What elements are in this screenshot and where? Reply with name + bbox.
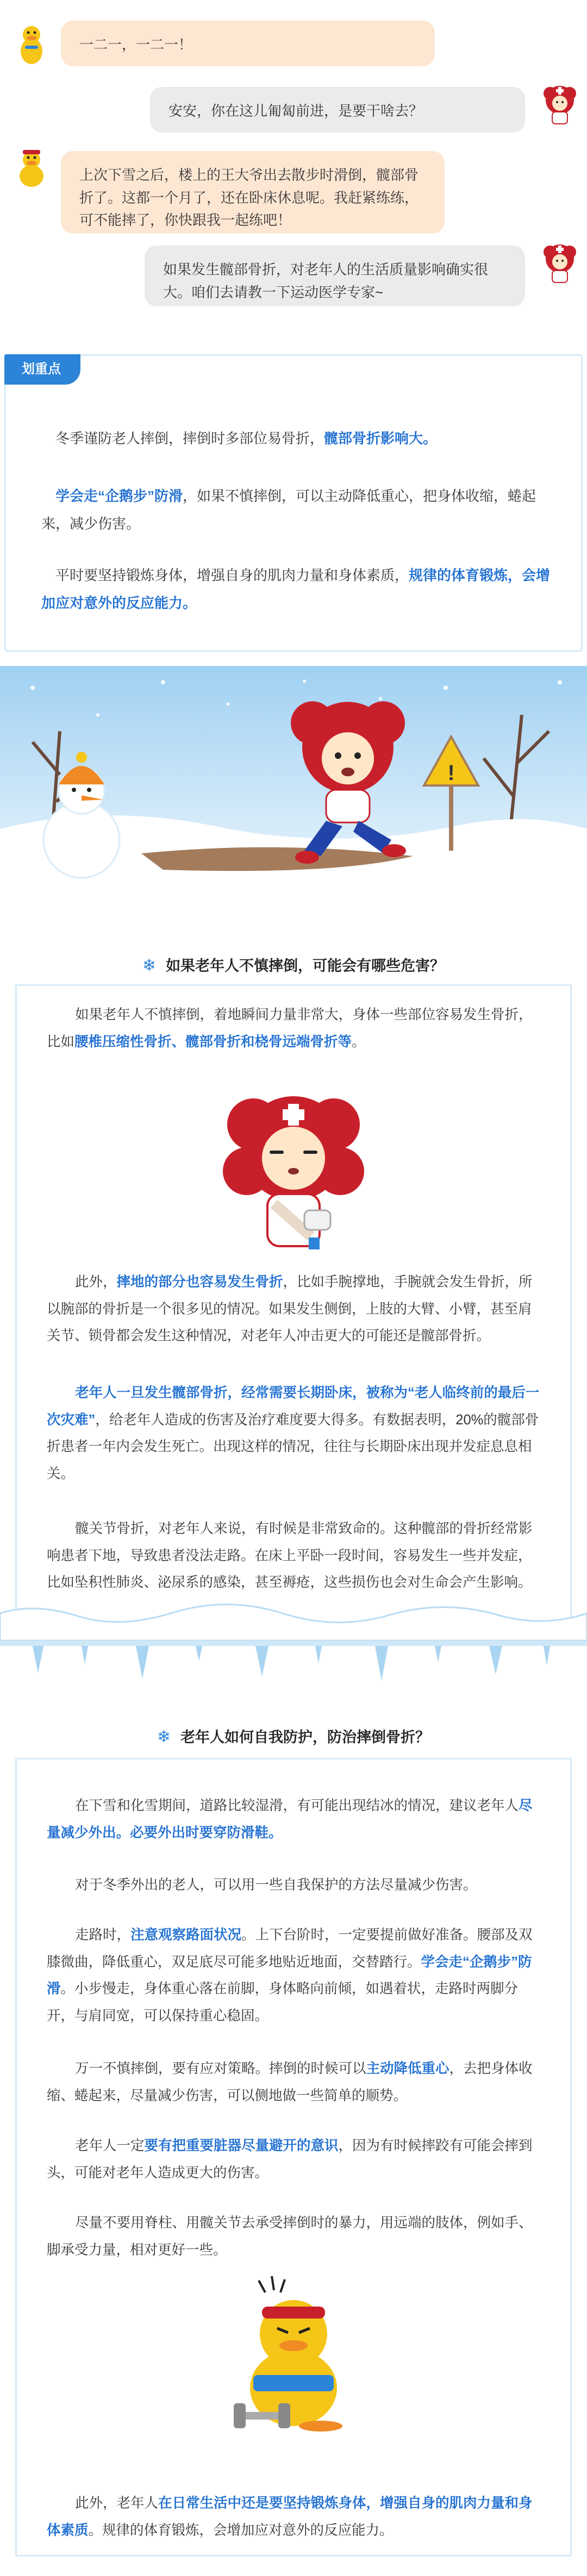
highlight-emphasis: 规律的体育锻炼，会增加应对意外的反应能力。 bbox=[41, 567, 551, 611]
section-2-emphasis: 注意观察路面状况 bbox=[130, 1927, 242, 1943]
chat-bubble-4: 如果发生髋部骨折，对老年人的生活质量影响确实很大。咱们去请教一下运动医学专家~ bbox=[145, 246, 525, 306]
section-2-text: 此外，老年人 bbox=[75, 2496, 159, 2511]
section-1-text: 。 bbox=[352, 1034, 366, 1050]
snowflake-icon: ❄ bbox=[157, 1728, 171, 1746]
section-2-text: 尽量不要用脊柱、用髋关节去承受摔倒时的暴力，用远端的肢体，例如手、脚承受力量，相对更好一些。 bbox=[47, 2215, 533, 2258]
highlight-para-2 bbox=[41, 482, 552, 537]
chat-bubble-2: 安安，你在这儿匍匐前进，是要干啥去？ bbox=[150, 87, 525, 133]
section-2-emphasis: 在日常生活中还是要坚持锻炼身体，增强自身的肌肉力量和身体素质 bbox=[47, 2496, 533, 2538]
section-2-text: 走路时， bbox=[75, 1927, 131, 1943]
section-2-heading bbox=[0, 1723, 587, 1752]
highlight-text: 冬季谨防老人摔倒，摔倒时多部位易骨折， bbox=[55, 430, 324, 447]
section-2-para-7 bbox=[47, 2490, 541, 2544]
highlight-card bbox=[4, 354, 583, 652]
section-2-para-4 bbox=[47, 2056, 541, 2109]
chat-conversation bbox=[0, 0, 587, 330]
section-2-text: 对于冬季外出的老人，可以用一些自我保护的方法尽量减少伤害。 bbox=[75, 1877, 477, 1893]
section-2-text: 在下雪和化雪期间，道路比较湿滑，有可能出现结冰的情况，建议老年人 bbox=[75, 1798, 519, 1813]
section-2-emphasis: 主动降低重心 bbox=[366, 2061, 449, 2076]
chat-bubble-1: 一二一，一二一！ bbox=[61, 21, 435, 66]
section-2-emphasis: 学会走“企鹅步”防滑 bbox=[47, 1954, 532, 1997]
section-2-para-1 bbox=[47, 1793, 541, 1846]
snowflake-icon: ❄ bbox=[142, 957, 157, 975]
section-2-emphasis: 尽量减少外出。必要外出时要穿防滑鞋。 bbox=[47, 1798, 533, 1840]
highlight-card-tab: 划重点 bbox=[4, 354, 80, 385]
section-1-para-1 bbox=[47, 1002, 541, 1055]
section-1-text: 如果老年人不慎摔倒，着地瞬间力量非常大，身体一些部位容易发生骨折，比如 bbox=[47, 1007, 533, 1050]
section-2-para-3 bbox=[47, 1922, 541, 2030]
section-2-text: 。规律的体育锻炼，会增加应对意外的反应能力。 bbox=[88, 2522, 394, 2538]
section-1-emphasis: 摔地的部分也容易发生骨折 bbox=[116, 1274, 283, 1290]
duck-mascot-icon bbox=[12, 23, 51, 66]
section-2-text: ，因为有时候摔跤有可能会摔到头，可能对老年人造成更大的伤害。 bbox=[47, 2138, 533, 2181]
exercising-duck-illustration bbox=[217, 2269, 370, 2432]
section-2-emphasis: 要有把重要脏器尽量避开的意识 bbox=[144, 2138, 339, 2153]
section-1-text: 此外， bbox=[75, 1274, 117, 1290]
section-1-text: ，比如手腕撑地，手腕就会发生骨折，所以腕部的骨折是一个很多见的情况。如果发生侧倒，上肢的大臂、小臂，甚至肩关节、锁骨都会发生这种情况，对老年人冲击更大的可能还是髋部骨折。 bbox=[47, 1274, 533, 1344]
injured-mascot-illustration bbox=[209, 1090, 378, 1253]
section-2-para-5 bbox=[47, 2133, 541, 2187]
section-1-emphasis: 老年人一旦发生髋部骨折，经常需要长期卧床，被称为“老人临终前的最后一次灾难” bbox=[47, 1385, 540, 1428]
ice-divider bbox=[0, 1592, 587, 1689]
section-1-para-2 bbox=[47, 1269, 541, 1350]
highlight-text: 平时要坚持锻炼身体，增强自身的肌肉力量和身体素质， bbox=[55, 567, 409, 583]
section-2-text: 老年人一定 bbox=[75, 2138, 145, 2153]
svg-text:!: ! bbox=[447, 761, 455, 785]
section-1-heading-text: 如果老年人不慎摔倒，可能会有哪些危害？ bbox=[166, 958, 445, 974]
section-2-heading-text: 老年人如何自我防护，防治摔倒骨折？ bbox=[180, 1729, 430, 1745]
section-2-para-2 bbox=[47, 1872, 541, 1899]
highlight-emphasis: 髋部骨折影响大。 bbox=[324, 430, 438, 447]
section-1-text: 髋关节骨折，对老年人来说，有时候是非常致命的。这种髋部的骨折经常影响患者下地，导致患者没法走路。在床上平卧一段时间，容易发生一些并发症，比如坠积性肺炎、泌尿系的感染，甚至褥疮，这些损伤也会对生命会产生影响。 bbox=[47, 1521, 533, 1591]
section-1-emphasis: 腰椎压缩性骨折、髋部骨折和桡骨远端骨折等 bbox=[74, 1034, 352, 1050]
chat-bubble-3: 上次下雪之后，楼上的王大爷出去散步时滑倒，髋部骨折了。这都一个月了，还在卧床休息呢。我赶紧练练，可不能摔了，你快跟我一起练吧！ bbox=[61, 151, 445, 234]
highlight-para-1 bbox=[41, 425, 552, 453]
section-1-heading bbox=[0, 952, 587, 981]
duck-mascot-icon bbox=[12, 147, 51, 190]
section-2-text: 。小步慢走，身体重心落在前脚，身体略向前倾，如遇着状，走路时两脚分开，与肩同宽，可以保持重心稳固。 bbox=[47, 1981, 519, 2024]
section-2-text: ，去把身体收缩、蜷起来，尽量减少伤害，可以侧地做一些简单的顺势。 bbox=[47, 2061, 533, 2103]
flower-doctor-mascot-icon bbox=[540, 84, 579, 127]
highlight-emphasis: 学会走“企鹅步”防滑 bbox=[55, 488, 183, 504]
section-1-text: ，给老年人造成的伤害及治疗难度要大得多。有数据表明，20%的髋部骨折患者一年内会发生死亡。出现这样的情况，往往与长期卧床出现并发症息息相关。 bbox=[47, 1412, 539, 1482]
section-1-para-4 bbox=[47, 1516, 541, 1597]
highlight-para-3 bbox=[41, 562, 552, 617]
section-1-para-3 bbox=[47, 1380, 541, 1488]
snow-slip-illustration bbox=[0, 666, 587, 879]
section-2-text: 万一不慎摔倒，要有应对策略。摔倒的时候可以 bbox=[75, 2061, 366, 2076]
flower-doctor-mascot-icon bbox=[540, 242, 579, 286]
section-2-para-6 bbox=[47, 2210, 541, 2264]
highlight-text: ，如果不慎摔倒，可以主动降低重心，把身体收缩，蜷起来，减少伤害。 bbox=[41, 488, 536, 532]
section-2-text: 。上下台阶时，一定要提前做好准备。腰部及双膝微曲，降低重心，双足底尽可能多地贴近地面，交替踏行。 bbox=[47, 1927, 533, 1970]
